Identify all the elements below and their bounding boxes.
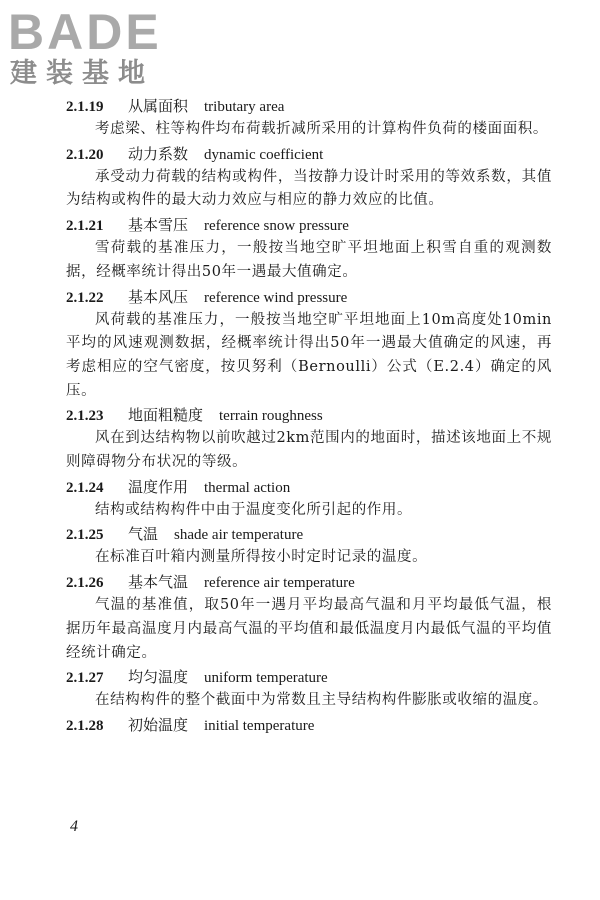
term-english: initial temperature <box>204 717 315 734</box>
term-chinese: 动力系数 <box>128 144 189 163</box>
term-english: tributary area <box>204 99 285 115</box>
term-definition: 结构或结构构件中由于温度变化所引起的作用。 <box>95 501 413 518</box>
term-heading <box>66 713 552 737</box>
term-chinese: 地面粗糙度 <box>128 406 204 425</box>
term-entry <box>66 285 552 404</box>
term-definition: 考虑梁、柱等构件均布荷载折减所采用的计算构件负荷的楼面面积。 <box>95 121 548 137</box>
term-chinese: 气温 <box>128 525 159 544</box>
term-definition: 雪荷载的基准压力，一般按当地空旷平坦地面上积雪自重的观测数据，经概率统计得出50年一遇最大值确定。 <box>66 240 552 280</box>
term-number: 2.1.22 <box>66 289 104 306</box>
term-english: reference wind pressure <box>204 289 348 306</box>
term-heading <box>66 94 552 118</box>
term-number: 2.1.20 <box>66 146 104 163</box>
term-heading <box>66 403 552 427</box>
term-entry <box>66 142 552 213</box>
term-chinese: 初始温度 <box>128 715 189 734</box>
term-entry <box>66 665 552 713</box>
term-number: 2.1.25 <box>66 527 104 544</box>
site-logo <box>8 6 178 90</box>
term-number: 2.1.19 <box>66 99 104 115</box>
term-entry <box>66 522 552 570</box>
term-chinese: 均匀温度 <box>128 668 189 687</box>
term-definition: 风荷载的基准压力，一般按当地空旷平坦地面上10m高度处10min平均的风速观测数据，经概率统计得出50年一遇最大值确定的风速，再考虑相应的空气密度，按贝努利（Bernoulli）公式（E.2.4）确定的风压。 <box>66 311 552 399</box>
term-english: reference air temperature <box>204 575 355 592</box>
term-entry <box>66 403 552 474</box>
term-entry <box>66 94 552 142</box>
term-entry <box>66 475 552 523</box>
term-number: 2.1.21 <box>66 218 104 235</box>
term-english: reference snow pressure <box>204 218 349 235</box>
term-number: 2.1.24 <box>66 479 104 496</box>
term-chinese: 从属面积 <box>128 97 189 115</box>
logo-latin-text: BADE <box>8 4 162 60</box>
term-number: 2.1.27 <box>66 670 104 687</box>
term-heading <box>66 285 552 309</box>
logo-chinese-text: 建装基地 <box>10 58 154 89</box>
term-english: thermal action <box>204 479 291 496</box>
term-heading <box>66 475 552 499</box>
term-heading <box>66 142 552 166</box>
page-number: 4 <box>70 818 78 835</box>
term-definition: 风在到达结构物以前吹越过2km范围内的地面时，描述该地面上不规则障碍物分布状况的等级。 <box>66 430 552 471</box>
term-english: shade air temperature <box>174 527 304 544</box>
term-heading <box>66 213 552 237</box>
term-number: 2.1.26 <box>66 575 104 592</box>
term-chinese: 温度作用 <box>128 477 189 496</box>
term-entry <box>66 713 552 737</box>
term-heading <box>66 665 552 689</box>
term-english: uniform temperature <box>204 670 328 687</box>
term-chinese: 基本风压 <box>128 287 189 306</box>
term-definition: 承受动力荷载的结构或构件，当按静力设计时采用的等效系数，其值为结构或构件的最大动力效应与相应的静力效应的比值。 <box>66 168 552 209</box>
term-entry <box>66 570 552 665</box>
term-chinese: 基本气温 <box>128 573 189 592</box>
term-definition: 气温的基准值，取50年一遇月平均最高气温和月平均最低气温，根据历年最高温度月内最高气温的平均值和最低温度月内最低气温的平均值经统计确定。 <box>66 597 552 661</box>
term-heading <box>66 570 552 594</box>
terms-section <box>66 94 552 737</box>
term-number: 2.1.23 <box>66 408 104 425</box>
term-heading <box>66 522 552 546</box>
term-definition: 在标准百叶箱内测量所得按小时定时记录的温度。 <box>95 549 428 566</box>
term-definition: 在结构构件的整个截面中为常数且主导结构构件膨胀或收缩的温度。 <box>95 692 548 709</box>
term-entry <box>66 213 552 284</box>
term-english: terrain roughness <box>219 408 323 425</box>
term-chinese: 基本雪压 <box>128 216 189 235</box>
term-number: 2.1.28 <box>66 717 104 734</box>
term-english: dynamic coefficient <box>204 146 324 163</box>
